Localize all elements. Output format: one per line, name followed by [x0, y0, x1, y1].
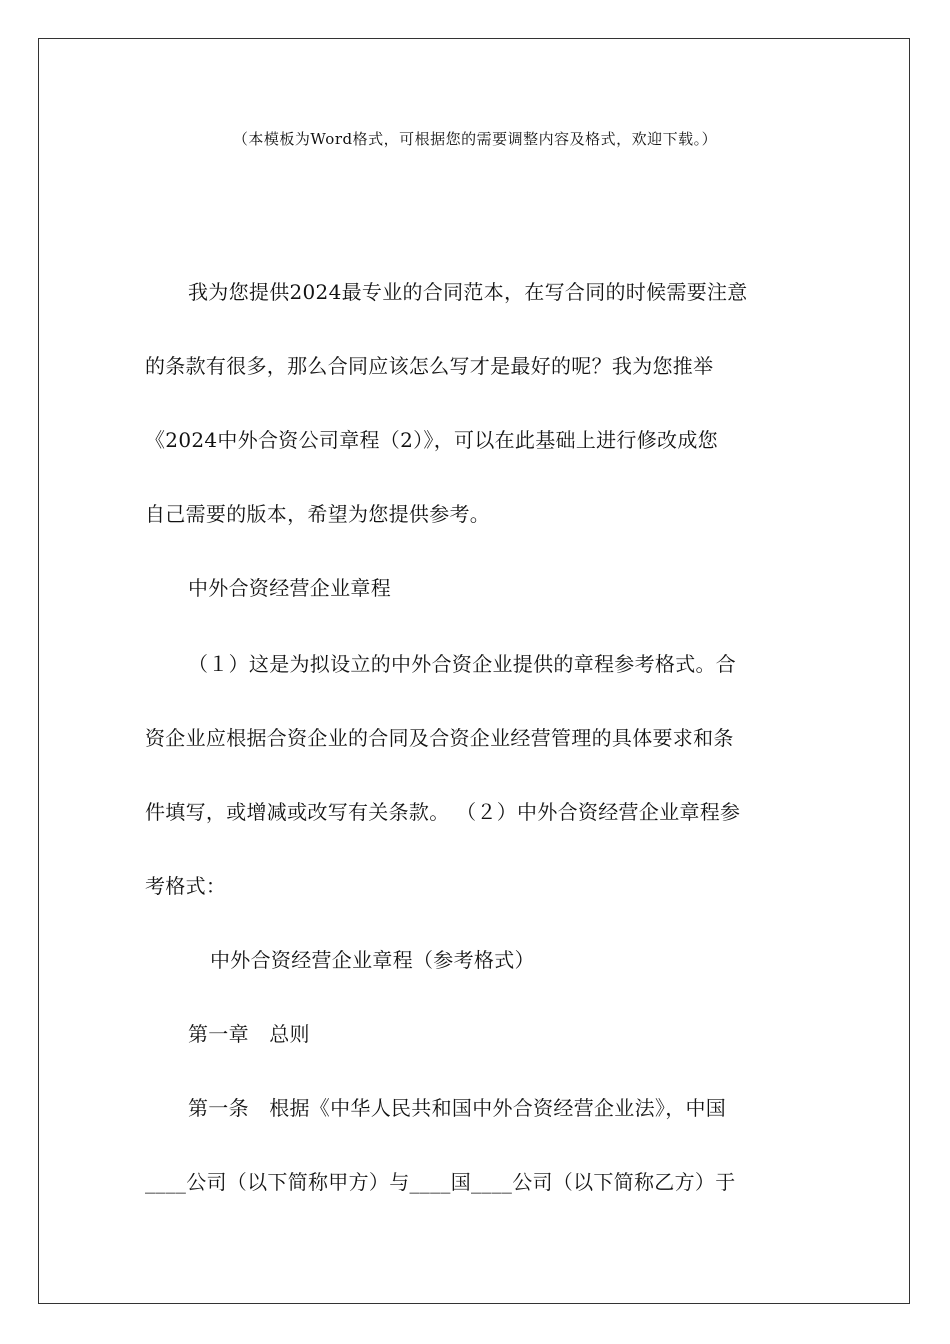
- chapter-heading: 第一章 总则: [188, 1022, 310, 1046]
- note-1-line-3: 件填写，或增减或改写有关条款。 （２）中外合资经营企业章程参: [145, 800, 741, 824]
- intro-line-4: 自己需要的版本，希望为您提供参考。: [145, 502, 491, 526]
- article-1-line-1: 第一条 根据《中华人民共和国中外合资经营企业法》，中国: [188, 1096, 727, 1120]
- template-note: （本模板为Word格式，可根据您的需要调整内容及格式，欢迎下载。）: [232, 130, 718, 148]
- section-heading: 中外合资经营企业章程: [188, 576, 391, 600]
- article-1-line-2: ____公司（以下简称甲方）与____国____公司（以下简称乙方）于: [145, 1170, 736, 1194]
- intro-line-2: 的条款有很多，那么合同应该怎么写才是最好的呢？我为您推举: [145, 354, 714, 378]
- charter-title: 中外合资经营企业章程（参考格式）: [210, 948, 535, 972]
- note-1-line-1: （１）这是为拟设立的中外合资企业提供的章程参考格式。合: [188, 652, 737, 676]
- intro-line-1: 我为您提供2024最专业的合同范本，在写合同的时候需要注意: [188, 280, 748, 304]
- note-1-line-2: 资企业应根据合资企业的合同及合资企业经营管理的具体要求和条: [145, 726, 734, 750]
- note-2-line: 考格式：: [145, 874, 227, 898]
- intro-line-3: 《2024中外合资公司章程（2）》，可以在此基础上进行修改成您: [145, 428, 718, 452]
